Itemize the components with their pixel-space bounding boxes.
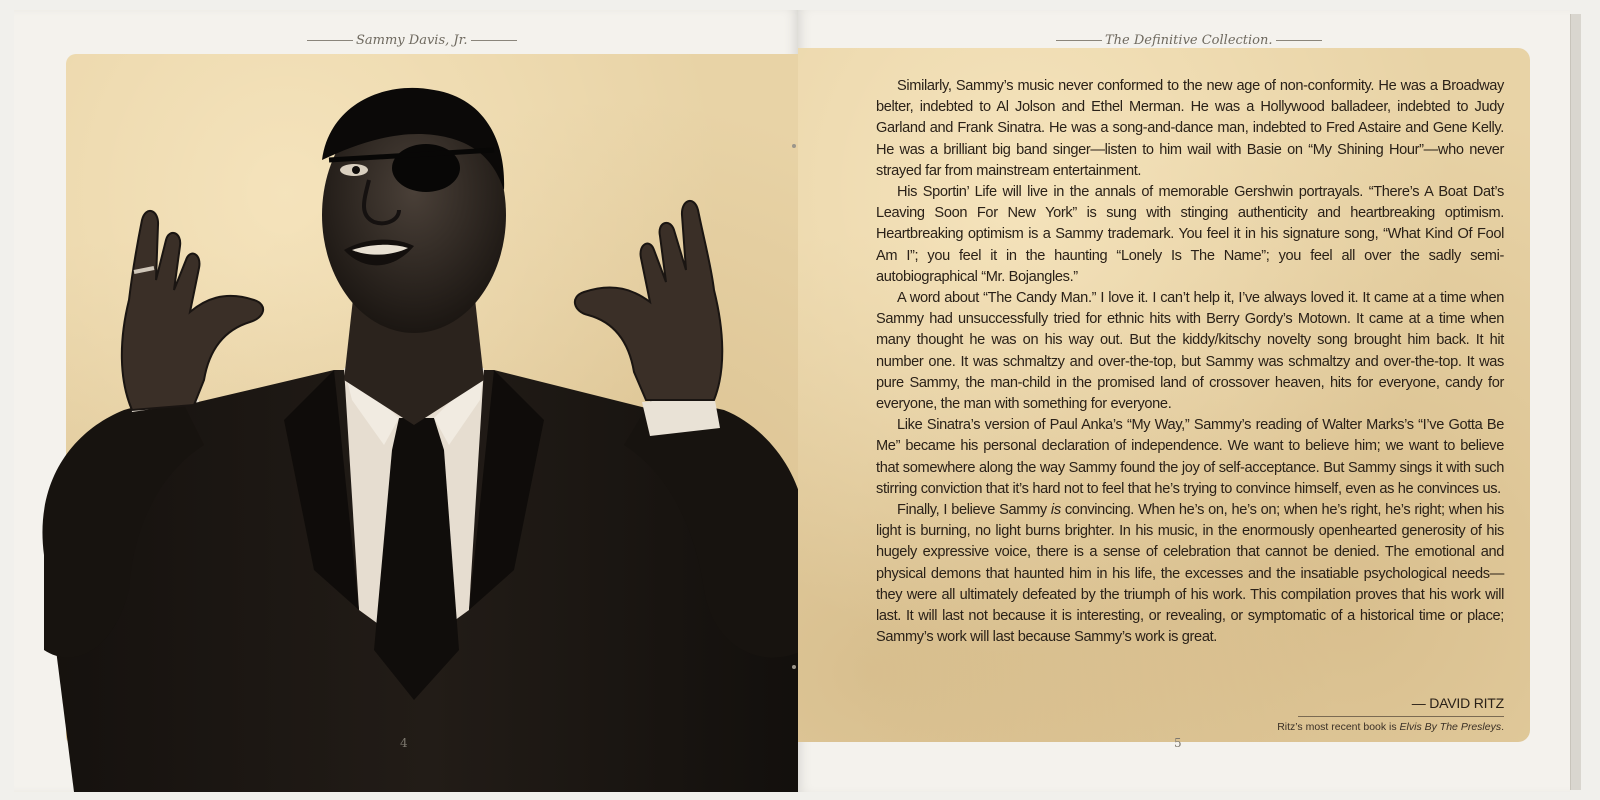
left-running-head [304, 33, 520, 48]
left-page-number: 4 [400, 736, 408, 750]
right-page-number: 5 [1174, 736, 1182, 750]
right-page [798, 10, 1570, 792]
portrait-photo [14, 50, 814, 792]
booklet-edge [1570, 14, 1581, 790]
paragraph-2: His Sportin’ Life will live in the annals of memorable Gershwin portrayals. “There’s A Boat Dat’s Leaving Soon For New York” is sung with stinging authenticity and heartbreaking optimism. Heartbreaking optimism is a Sammy trademark. You feel it in his signature song, “What Kind Of Fool Am I”; you feel it in the haunting “Lonely Is The Name”; you feel all over the sadly semi-autobiographical “Mr. Bojangles.” [876, 184, 1504, 285]
staple-top [792, 144, 796, 148]
paragraph-5-start: Finally, I believe Sammy [897, 502, 1051, 519]
paragraph-5-emphasis: is [1050, 502, 1061, 519]
right-running-head-text: The Definitive Collection. [1105, 33, 1273, 48]
footnote-end: . [1501, 721, 1504, 733]
paragraph-3: A word about “The Candy Man.” I love it. I can’t help it, I’ve always loved it. It came at a time when Sammy had unsuccessfully tried for ethnic hits with Berry Gordy’s Motown. It came at a time when many thought he was on his way out. But the kiddy/kitschy novelty song brought him back. It hit number one. It was schmaltzy and over-the-top, but Sammy was schmaltzy and over-the-top. It was pure Sammy, the man-child in the promised land of crossover heaven, hits for everyone, candy for everyone, the man with something for everyone. [876, 290, 1504, 413]
author-footnote [876, 721, 1504, 733]
staple-bottom [792, 665, 796, 669]
paragraph-5-rest: convincing. When he’s on, he’s on; when he’s right, he’s right; when his light is burning, no light burns brighter. In his music, in the enormously openhearted generosity of his hugely expressive voice, there is a sense of celebration that cannot be denied. The emotional and physical demons that haunted him in his life, the excesses and the insatiable psychological needs—they were all ultimately defeated by the triumph of his work. This compilation proves that his work will last. It will last not because it is interesting, or revealing, or symptomatic of a historical time or place; Sammy’s work will last because Sammy’s work is great. [876, 502, 1504, 646]
booklet-spread [14, 10, 1586, 792]
signature-rule [1298, 716, 1504, 717]
right-running-head [1053, 33, 1325, 48]
author-signature: — DAVID RITZ [1411, 695, 1504, 711]
paragraph-5 [876, 500, 1504, 648]
left-running-head-text: Sammy Davis, Jr. [356, 33, 468, 48]
paragraph-1: Similarly, Sammy’s music never conformed to the new age of non-conformity. He was a Broadway belter, indebted to Al Jolson and Ethel Merman. He was a Hollywood balladeer, indebted to Judy Garland and Frank Sinatra. He was a song-and-dance man, indebted to Fred Astaire and Gene Kelly. He was a brilliant big band singer—listen to him wail with Basie on “My Shining Hour”—who never strayed far from mainstream entertainment. [876, 78, 1504, 179]
left-page [14, 10, 798, 792]
footnote-start: Ritz’s most recent book is [1277, 721, 1400, 733]
paragraph-4: Like Sinatra’s version of Paul Anka’s “My Way,” Sammy’s reading of Walter Marks’s “I’ve Gotta Be Me” became his personal declaration of independence. We want to believe him; we want to believe that somewhere along the way Sammy found the joy of self-acceptance. But Sammy sings it with such stirring conviction that it’s hard not to feel that he’s trying to convince himself, even as he convinces us. [876, 417, 1504, 497]
footnote-book-title: Elvis By The Presleys [1399, 721, 1502, 733]
essay-text [876, 76, 1504, 648]
